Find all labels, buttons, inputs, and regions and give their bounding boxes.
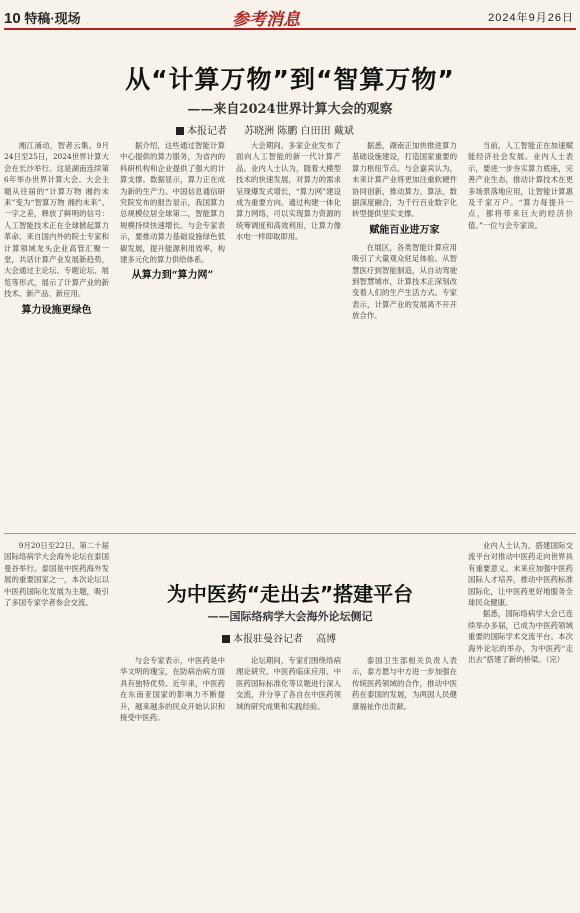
section-subhead: 算力设施更绿色 xyxy=(21,304,92,316)
paragraph: 与会专家表示，中医药是中华文明的瑰宝，在防病治病方面具有独特优势。近年来，中医药在东南亚国家的影响力不断提升，越来越多的民众开始认识和接受中医药。 xyxy=(120,656,225,723)
article-subtitle: ——来自2024世界计算大会的观察 xyxy=(187,102,393,117)
byline-label: 本报驻曼谷记者 xyxy=(233,634,303,645)
article-subtitle: ——国际络病学大会海外论坛侧记 xyxy=(207,610,373,623)
page-number: 10 xyxy=(4,10,21,27)
article-title: 从“计算万物”到“智算万物” xyxy=(125,65,455,94)
byline-marker xyxy=(176,127,184,135)
paragraph: 据悉，国际络病学大会已连续举办多届，已成为中医药领域重要的国际学术交流平台。本次海外论坛的举办，为中医药“走出去”搭建了新的桥梁。（完） xyxy=(468,609,573,665)
text-column xyxy=(4,540,109,910)
text-column xyxy=(352,140,457,530)
text-column xyxy=(468,140,573,530)
paragraph: 在展区，各类智能计算应用吸引了大量观众驻足体验。从智慧医疗到智能制造，从自动驾驶到智慧城市，计算技术正深刻改变着人们的生产生活方式。专家表示，计算产业的发展离不开开放合作。 xyxy=(352,242,457,321)
article-body xyxy=(4,140,576,530)
masthead-logo: 参考消息 xyxy=(232,10,300,30)
issue-date: 2024年9月26日 xyxy=(488,12,574,24)
text-column xyxy=(4,140,109,530)
text-column xyxy=(236,140,341,530)
article-byline xyxy=(176,122,354,137)
byline-authors: 苏晓洲 陈鹏 白田田 戴斌 xyxy=(244,126,354,137)
text-column xyxy=(120,655,225,910)
paragraph: 大会期间，多家企业发布了面向人工智能的新一代计算产品。业内人士认为，随着大模型技术的快速发展，对算力的需求呈现爆发式增长，“算力网”建设成为重要方向。通过构建一体化算力网络，可以实现算力资源的统筹调度和高效利用，让算力像水电一样即取即用。 xyxy=(236,141,341,242)
paragraph: 9月20日至22日，第二十届国际络病学大会海外论坛在泰国曼谷举行。泰国是中医药海外发展的重要国家之一，本次论坛以中医药国际化发展为主题，吸引了多国专家学者参会交流。 xyxy=(4,541,109,608)
text-column xyxy=(352,655,457,910)
byline-marker xyxy=(222,635,230,643)
article-byline xyxy=(222,630,336,645)
paragraph: 据悉，湖南正加快推进算力基础设施建设，打造国家重要的算力枢纽节点。与会嘉宾认为，未来计算产业将更加注重软硬件协同创新，推动算力、算法、数据深度融合，为千行百业数字化转型提供坚实支撑。 xyxy=(352,141,457,219)
text-column xyxy=(468,540,573,910)
text-column xyxy=(120,140,225,530)
page-header xyxy=(4,6,576,30)
byline-author: 高博 xyxy=(316,634,337,645)
section-label xyxy=(4,8,81,27)
paragraph: 业内人士认为，搭建国际交流平台对推动中医药走向世界具有重要意义。未来应加强中医药国际人才培养，推动中医药标准国际化，让中医药更好地服务全球民众健康。 xyxy=(468,541,573,608)
article-title: 为中医药“走出去”搭建平台 xyxy=(166,582,414,606)
paragraph: 当前，人工智能正在加速赋能经济社会发展。业内人士表示，要进一步夯实算力底座，完善产业生态，推动计算技术在更多场景落地应用，让智能计算惠及千家万户。“算力每提升一点，都将带来巨大的经济价值。”一位与会专家说。 xyxy=(468,141,573,230)
section-subhead: 赋能百业进万家 xyxy=(369,224,440,236)
article-divider xyxy=(4,533,576,534)
paragraph: 泰国卫生部相关负责人表示，泰方愿与中方进一步加强在传统医药领域的合作，推动中医药在泰国的发展，为两国人民健康福祉作出贡献。 xyxy=(352,656,457,711)
paragraph: 据介绍，这些通过智能计算中心提供的算力服务，为省内的科研机构和企业提供了强大的计算支撑。数据显示，算力正在成为新的生产力。中国信息通信研究院发布的报告显示，我国算力总规模位居全球第二，智能算力规模持续快速增长。与会专家表示，要推动算力基础设施绿色低碳发展，提升能源利用效率，构建多元化的算力供给体系。 xyxy=(120,141,225,265)
text-column xyxy=(236,655,341,910)
section-name: 特稿·现场 xyxy=(24,11,81,26)
paragraph: 湘江涌动，智者云集。9月24日至25日，2024世界计算大会在长沙举行。这是湖南连续第6年举办世界计算大会。大会主题从往届的“计算万物 湘约未来”变为“智算万物 湘约未来”。一字之差，释放了鲜明的信号：人工智能技术正在全球掀起算力革命。来自国内外的院士专家和计算领域龙头企业高管汇聚一堂，共话计算产业发展新趋势，大会通过主论坛、专题论坛、展览等形式，展示了计算产业的新技术、新产品、新应用。 xyxy=(4,141,109,299)
byline-label: 本报记者 xyxy=(187,126,227,137)
section-subhead: 从算力到“算力网” xyxy=(131,270,214,282)
paragraph: 论坛期间，专家们围绕络病理论研究、中医药临床应用、中医药国际标准化等议题进行深入交流，并分享了各自在中医药领域的研究成果和实践经验。 xyxy=(236,656,341,711)
